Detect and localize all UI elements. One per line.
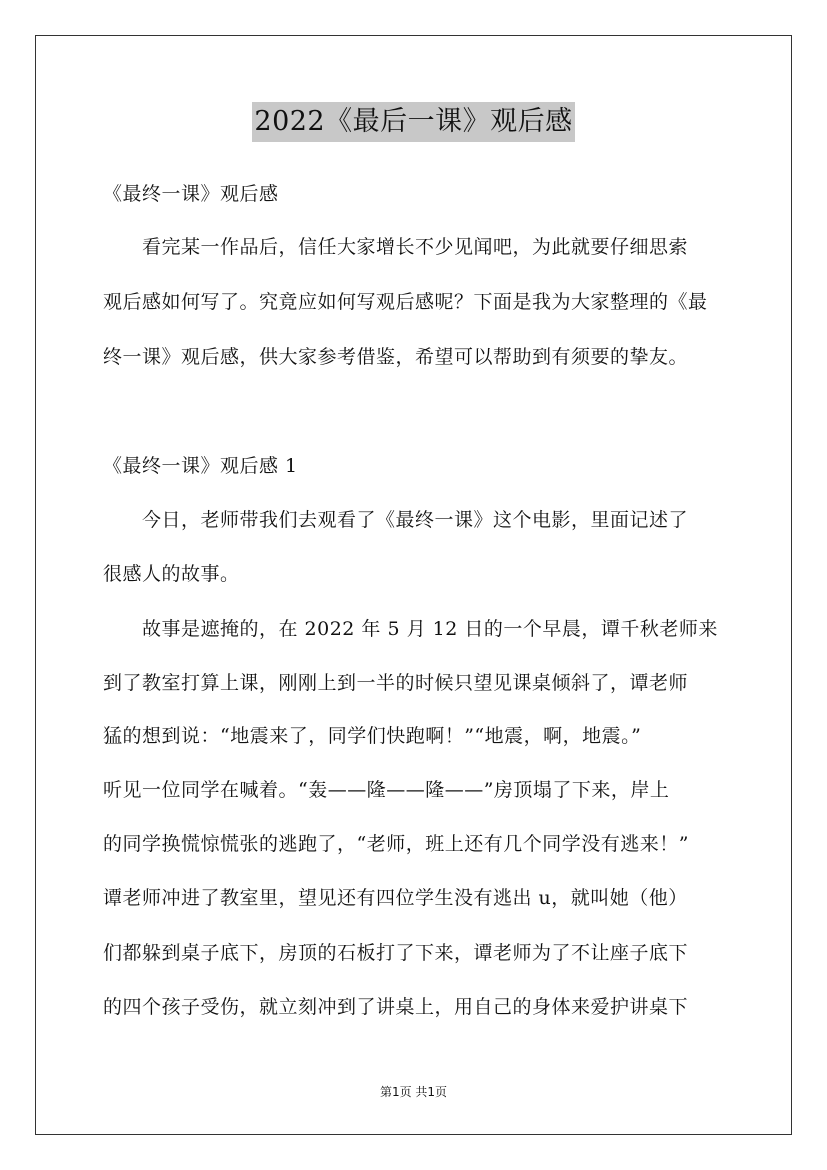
paragraph-line: 很感人的故事。	[103, 563, 240, 585]
title-wrap	[0, 102, 827, 142]
paragraph-line: 们都躲到桌子底下，房顶的石板打了下来，谭老师为了不让座子底下	[103, 942, 689, 964]
paragraph-line: 今日，老师带我们去观看了《最终一课》这个电影，里面记述了	[142, 509, 689, 531]
page-footer: 第1页 共1页	[379, 1085, 448, 1099]
section-heading: 《最终一课》观后感 1	[103, 455, 298, 477]
paragraph-line: 到了教室打算上课，刚刚上到一半的时候只望见课桌倾斜了，谭老师	[103, 672, 689, 694]
paragraph-line: 听见一位同学在喊着。“轰——隆——隆——”房顶塌了下来，岸上	[103, 779, 670, 801]
document-title: 2022《最后一课》观后感	[252, 102, 574, 142]
intro-line: 观后感如何写了。究竟应如何写观后感呢？下面是我为大家整理的《最	[103, 291, 708, 313]
paragraph-line: 的四个孩子受伤，就立刻冲到了讲桌上，用自己的身体来爱护讲桌下	[103, 996, 689, 1018]
paragraph-line: 的同学换慌惊慌张的逃跑了，“老师，班上还有几个同学没有逃来！”	[103, 833, 689, 855]
paragraph-line: 谭老师冲进了教室里，望见还有四位学生没有逃出 u，就叫她（他）	[103, 887, 688, 909]
intro-line: 终一课》观后感，供大家参考借鉴，希望可以帮助到有须要的挚友。	[103, 346, 689, 368]
paragraph-line: 猛的想到说：“地震来了，同学们快跑啊！”“地震，啊，地震。”	[103, 725, 642, 747]
document-subtitle: 《最终一课》观后感	[103, 183, 279, 205]
intro-line: 看完某一作品后，信任大家增长不少见闻吧，为此就要仔细思索	[142, 236, 689, 258]
paragraph-line: 故事是遮掩的，在 2022 年 5 月 12 日的一个早晨，谭千秋老师来	[142, 618, 718, 640]
